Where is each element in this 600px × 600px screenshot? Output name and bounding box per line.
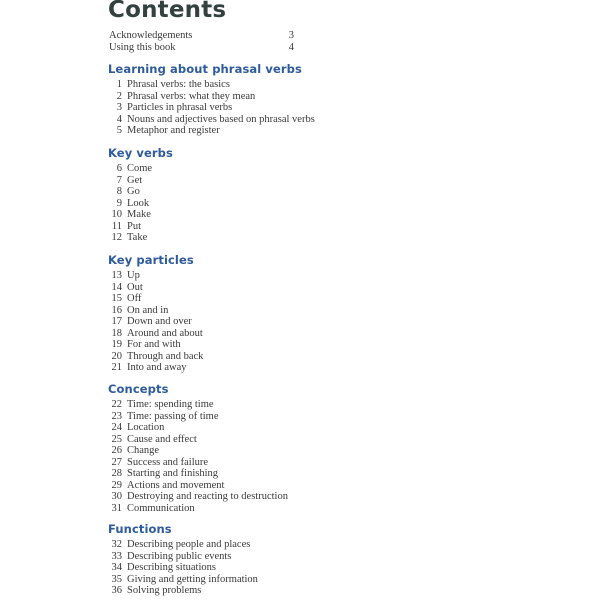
unit-number: 1: [116, 79, 122, 90]
section-learning-about-phrasal-verbs: [108, 62, 368, 137]
page-title: Contents: [108, 0, 227, 23]
unit-number: 34: [111, 562, 122, 573]
contents-entry: [108, 198, 368, 210]
unit-title: Come: [127, 163, 153, 174]
unit-title: Out: [127, 281, 143, 293]
unit-number: 30: [111, 491, 122, 502]
unit-title: Around and about: [127, 327, 203, 339]
unit-title: Cause and effect: [127, 433, 197, 445]
unit-number: 3: [116, 102, 122, 113]
section-heading: Key verbs: [108, 146, 173, 160]
unit-number: 32: [111, 539, 122, 550]
front-matter-item: [109, 42, 294, 54]
unit-number: 29: [111, 479, 122, 491]
unit-number: 26: [111, 445, 122, 456]
unit-title: Describing people and places: [127, 539, 251, 550]
front-matter-page: 3: [288, 30, 294, 41]
contents-entry: [108, 411, 368, 423]
unit-title: On and in: [127, 304, 169, 316]
contents-entry: [108, 434, 368, 446]
unit-title: Particles in phrasal verbs: [127, 102, 233, 113]
unit-number: 8: [116, 186, 122, 197]
unit-number: 33: [111, 550, 122, 562]
contents-entry: [108, 399, 368, 411]
section-concepts: [108, 382, 368, 514]
unit-number: 5: [116, 125, 122, 136]
contents-entry: [108, 457, 368, 469]
unit-number: 25: [111, 433, 122, 445]
contents-entry: [108, 305, 368, 317]
contents-entry: [108, 339, 368, 351]
unit-number: 20: [111, 350, 122, 362]
contents-entry: [108, 480, 368, 492]
unit-number: 36: [111, 585, 122, 596]
unit-title: Make: [127, 209, 151, 220]
contents-entry: [108, 562, 368, 574]
unit-title: Actions and movement: [127, 479, 225, 491]
unit-title: Down and over: [127, 316, 192, 327]
unit-number: 9: [116, 197, 122, 209]
unit-title: Success and failure: [127, 456, 209, 468]
unit-title: Giving and getting information: [127, 573, 258, 585]
unit-title: Solving problems: [127, 585, 202, 596]
unit-title: Phrasal verbs: the basics: [127, 79, 230, 90]
section-heading: Concepts: [108, 382, 169, 396]
unit-number: 17: [111, 316, 122, 327]
section-heading: Functions: [108, 522, 172, 536]
contents-entry: [108, 102, 368, 114]
unit-title: Describing situations: [127, 562, 216, 573]
contents-entry: [108, 221, 368, 233]
unit-title: Get: [127, 174, 143, 186]
contents-entry: [108, 491, 368, 503]
contents-entry: [108, 163, 368, 175]
unit-title: Look: [127, 197, 150, 209]
contents-entry: [108, 551, 368, 563]
contents-entry: [108, 362, 368, 374]
unit-number: 2: [116, 90, 122, 102]
contents-entry: [108, 539, 368, 551]
section-items: [108, 163, 368, 244]
unit-number: 13: [111, 270, 122, 281]
unit-number: 24: [111, 422, 122, 433]
unit-number: 27: [111, 456, 122, 468]
unit-title: Off: [127, 293, 142, 304]
unit-number: 21: [111, 362, 122, 373]
section-items: [108, 399, 368, 514]
contents-entry: [108, 232, 368, 244]
unit-title: Up: [127, 270, 140, 281]
section-heading: Learning about phrasal verbs: [108, 62, 302, 76]
unit-title: Nouns and adjectives based on phrasal verbs: [127, 113, 315, 125]
section-items: [108, 270, 368, 374]
unit-title: Go: [127, 186, 140, 197]
contents-entry: [108, 186, 368, 198]
front-matter-label: Using this book: [109, 41, 176, 53]
unit-title: For and with: [127, 339, 181, 350]
unit-number: 10: [111, 209, 122, 220]
unit-title: Into and away: [127, 362, 187, 373]
unit-title: Time: passing of time: [127, 410, 219, 422]
unit-number: 19: [111, 339, 122, 350]
section-items: [108, 79, 368, 137]
unit-number: 12: [111, 232, 122, 243]
unit-number: 18: [111, 327, 122, 339]
contents-entry: [108, 282, 368, 294]
contents-entry: [108, 125, 368, 137]
contents-entry: [108, 270, 368, 282]
unit-title: Put: [127, 220, 142, 232]
contents-entry: [108, 468, 368, 480]
front-matter-list: [109, 30, 294, 53]
contents-entry: [108, 445, 368, 457]
section-key-verbs: [108, 146, 368, 244]
contents-entry: [108, 574, 368, 586]
unit-number: 4: [116, 113, 122, 125]
unit-number: 22: [111, 399, 122, 410]
front-matter-page: 4: [288, 41, 294, 53]
unit-title: Time: spending time: [127, 399, 214, 410]
unit-number: 14: [111, 281, 122, 293]
contents-entry: [108, 585, 368, 597]
unit-title: Location: [127, 422, 165, 433]
section-heading: Key particles: [108, 253, 194, 267]
contents-entry: [108, 328, 368, 340]
unit-number: 16: [111, 304, 122, 316]
contents-entry: [108, 293, 368, 305]
unit-title: Change: [127, 445, 160, 456]
contents-entry: [108, 79, 368, 91]
contents-entry: [108, 316, 368, 328]
unit-title: Destroying and reacting to destruction: [127, 491, 288, 502]
unit-number: 11: [111, 220, 122, 232]
unit-title: Take: [127, 232, 148, 243]
front-matter-item: [109, 30, 294, 42]
contents-entry: [108, 114, 368, 126]
unit-number: 35: [111, 573, 122, 585]
contents-entry: [108, 209, 368, 221]
unit-title: Metaphor and register: [127, 125, 220, 136]
contents-entry: [108, 503, 368, 515]
unit-number: 28: [111, 468, 122, 479]
unit-title: Describing public events: [127, 550, 232, 562]
unit-number: 23: [111, 410, 122, 422]
unit-title: Communication: [127, 502, 195, 514]
section-items: [108, 539, 368, 597]
unit-title: Phrasal verbs: what they mean: [127, 90, 256, 102]
front-matter-label: Acknowledgements: [109, 30, 193, 41]
unit-number: 31: [111, 502, 122, 514]
unit-number: 7: [116, 174, 122, 186]
contents-entry: [108, 91, 368, 103]
unit-title: Starting and finishing: [127, 468, 218, 479]
contents-entry: [108, 351, 368, 363]
unit-title: Through and back: [127, 350, 204, 362]
section-key-particles: [108, 253, 368, 374]
contents-entry: [108, 175, 368, 187]
unit-number: 6: [116, 163, 122, 174]
section-functions: [108, 522, 368, 597]
unit-number: 15: [111, 293, 122, 304]
contents-entry: [108, 422, 368, 434]
